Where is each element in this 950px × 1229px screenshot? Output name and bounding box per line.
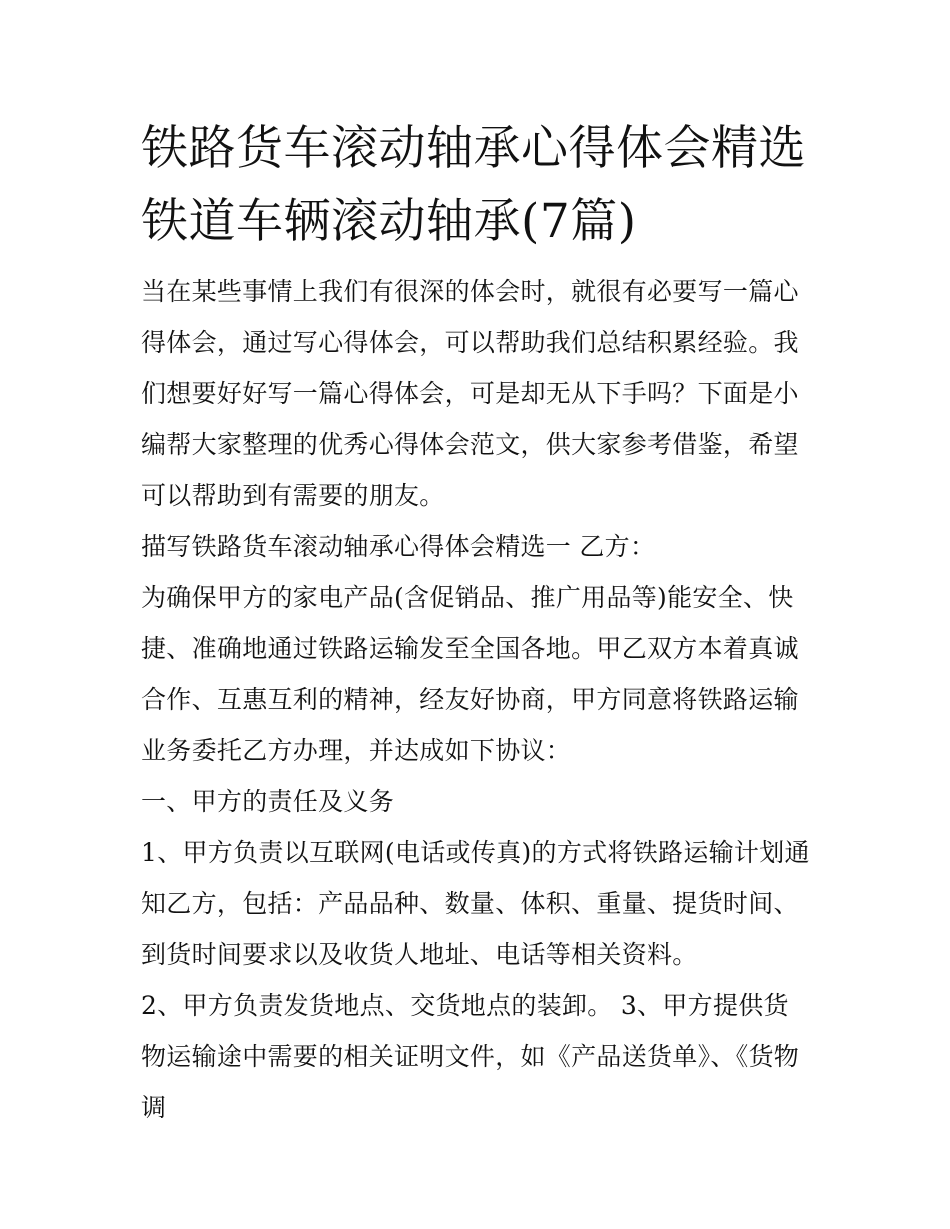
document-title: 铁路货车滚动轴承心得体会精选 铁道车辆滚动轴承(7篇) [141,121,806,249]
purpose-paragraph: 为确保甲方的家电产品(含促销品、推广用品等)能安全、快捷、准确地通过铁路运输发至全国各地。甲乙双方本着真诚合作、互惠互利的精神，经友好协商，甲方同意将铁路运输业务委托乙方办理，并达成如下协议： [141,583,799,765]
section-heading-1: 描写铁路货车滚动轴承心得体会精选一 乙方： [141,532,656,561]
intro-paragraph: 当在某些事情上我们有很深的体会时，就很有必要写一篇心得体会，通过写心得体会，可以帮助我们总结积累经验。我们想要好好写一篇心得体会，可是却无从下手吗？下面是小编帮大家整理的优秀心得体会范文，供大家参考借鉴，希望可以帮助到有需要的朋友。 [141,277,799,510]
clause-item-1: 1、甲方负责以互联网(电话或传真)的方式将铁路运输计划通知乙方，包括：产品品种、数量、体积、重量、提货时间、到货时间要求以及收货人地址、电话等相关资料。 [141,838,810,969]
clause-item-2-3: 2、甲方负责发货地点、交货地点的装卸。 3、甲方提供货物运输途中需要的相关证明文件，如《产品送货单》、《货物调 [141,991,800,1122]
clause-heading-party-a: 一、甲方的责任及义务 [141,787,395,816]
document-body [141,112,813,1133]
